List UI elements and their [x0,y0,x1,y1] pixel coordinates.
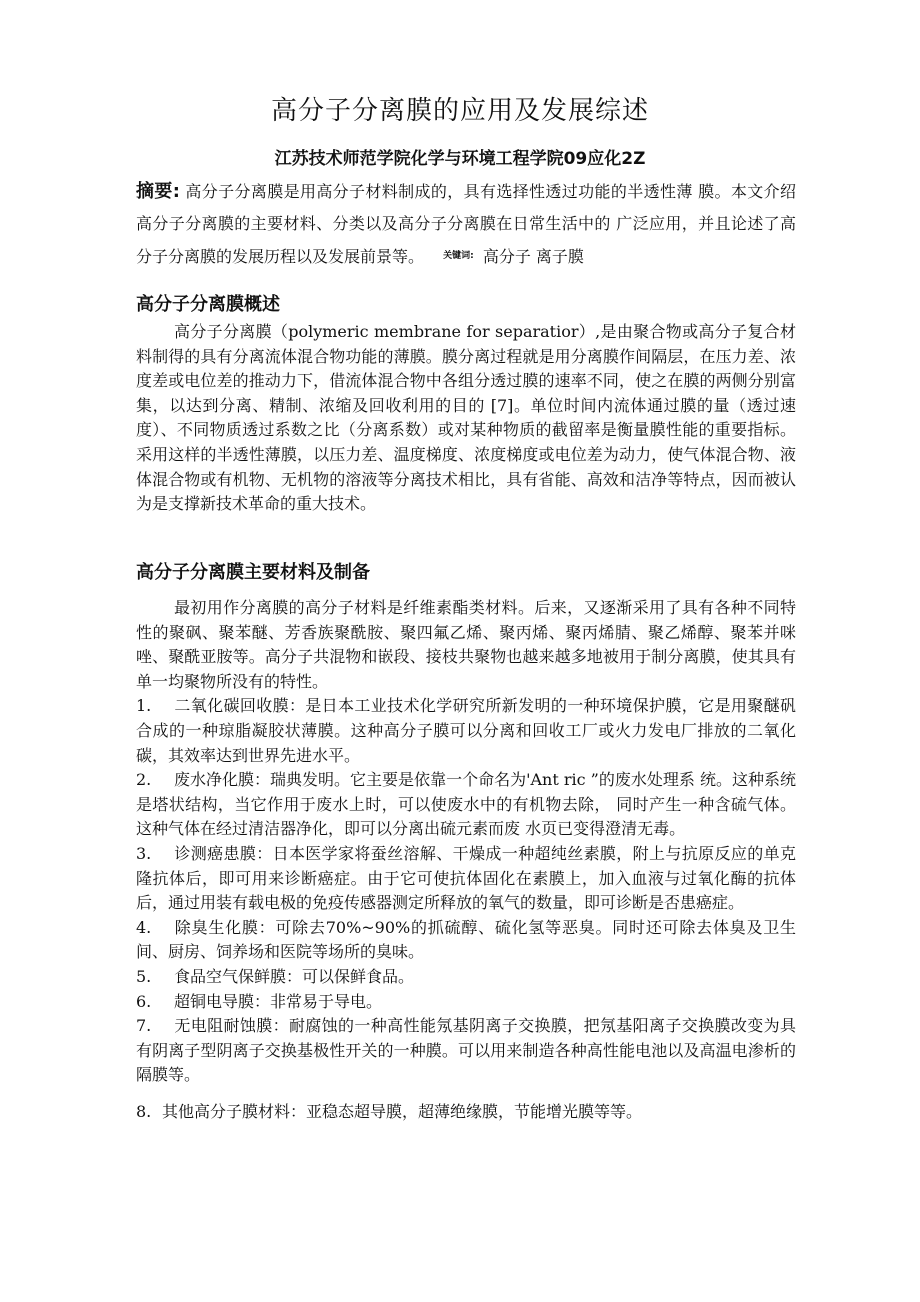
list-text: 无电阻耐蚀膜：耐腐蚀的一种高性能氖基阴离子交换膜，把氖基阳离子交换膜改变为具有阴离子型阴离子交换基极性开关的一种膜。可以用来制造各种高性能电池以及高温电渗析的隔膜等。 [136,1016,796,1085]
list-item [136,1014,796,1088]
list-text: 其他高分子膜材料：亚稳态超导膜，超薄绝缘膜，节能增光膜等等。 [162,1101,643,1121]
list-item [136,990,796,1015]
spacer [136,1088,796,1100]
document-title: 高分子分离膜的应用及发展综述 [270,96,649,126]
list-item [136,842,796,916]
abstract-label: 摘要: [136,181,180,202]
abstract [136,176,796,273]
list-text: 废水净化膜：瑞典发明。它主要是依靠一个命名为'Ant ric ”的废水处理系 统。这种系统是塔状结构，当它作用于废水上时，可以使废水中的有机物去除， 同时产生一种含硫气体。这种气体在经过清洁器净化，即可以分离出硫元素而废 水页已变得澄清无毒。 [136,770,796,839]
abstract-text: 高分子分离膜是用高分子材料制成的，具有选择性透过功能的半透性薄 膜。本文介绍高分子分离膜的主要材料、分类以及高分子分离膜在日常生活中的 广泛应用，并且论述了高分子分离膜的发展历程以及发展前景等。 [136,182,796,266]
list-item [136,1100,796,1125]
list-number: 2. [136,770,152,790]
section-materials-body [136,596,796,1124]
section-overview-body [136,320,796,517]
author-affiliation: 江苏技术师范学院化学与环境工程学院09应化2Z [274,149,646,169]
keywords-label: 关键词: [443,251,474,261]
list-text: 二氧化碳回收膜：是日本工业技术化学研究所新发明的一种环境保护膜，它是用聚醚矾合成的一种琼脂凝胶状薄膜。这种高分子膜可以分离和回收工厂或火力发电厂排放的二氧化碳，其效率达到世界先进水平。 [136,696,796,765]
list-number: 7. [136,1016,152,1036]
list-number: 3. [136,843,152,863]
paragraph: 最初用作分离膜的高分子材料是纤维素酯类材料。后来，又逐渐采用了具有各种不同特性的聚砜、聚苯醚、芳香族聚酰胺、聚四氟乙烯、聚丙烯、聚丙烯腈、聚乙烯醇、聚苯并咪唑、聚酰亚胺等。高分子共混物和嵌段、接枝共聚物也越来越多地被用于制分离膜，使其具有单一均聚物所没有的特性。 [136,598,796,691]
list-text: 除臭生化膜：可除去70%~90%的抓硫醇、硫化氢等恶臭。同时还可除去体臭及卫生间、厨房、饲养场和医院等场所的臭味。 [136,917,796,962]
list-number: 6. [136,991,152,1011]
list-number: 1. [136,696,152,716]
section-heading-materials: 高分子分离膜主要材料及制备 [136,562,370,583]
list-text: 超铜电导膜：非常易于导电。 [174,991,383,1011]
paragraph: 高分子分离膜（polymeric membrane for separatior）,是由聚合物或高分子复合材料制得的具有分离流体混合物功能的薄膜。膜分离过程就是用分离膜作间隔层，在压力差、浓度差或电位差的推动力下，借流体混合物中各组分透过膜的速率不同，使之在膜的两侧分别富集，以达到分离、精制、浓缩及回收利用的目的 [7]。单位时间内流体通过膜的量（透过速度）、不同物质透过系数之比（分离系数）或对某种物质的截留率是衡量膜性能的重要指标。采用这样的半透性薄膜，以压力差、温度梯度、浓度梯度或电位差为动力，使气体混合物、液体混合物或有机物、无机物的溶液等分离技术相比，具有省能、高效和洁净等特点，因而被认为是支撑新技术革命的重大技术。 [136,322,796,514]
list-text: 诊测癌患膜：日本医学家将蚕丝溶解、干燥成一种超纯丝素膜，附上与抗原反应的单克隆抗体后，即可用来诊断癌症。由于它可使抗体固化在素膜上，加入血液与过氧化酶的抗体后，通过用装有载电极的免疫传感器测定所释放的氧气的数量，即可诊断是否患癌症。 [136,843,796,913]
list-item [136,965,796,990]
list-item [136,916,796,965]
list-item [136,694,796,768]
keywords: 高分子 离子膜 [482,247,584,266]
list-number: 4. [136,917,152,937]
list-number: 5. [136,966,152,986]
list-text: 食品空气保鲜膜：可以保鲜食品。 [174,966,415,986]
list-item [136,768,796,842]
list-number: 8. [136,1101,152,1121]
section-heading-overview: 高分子分离膜概述 [136,294,280,315]
